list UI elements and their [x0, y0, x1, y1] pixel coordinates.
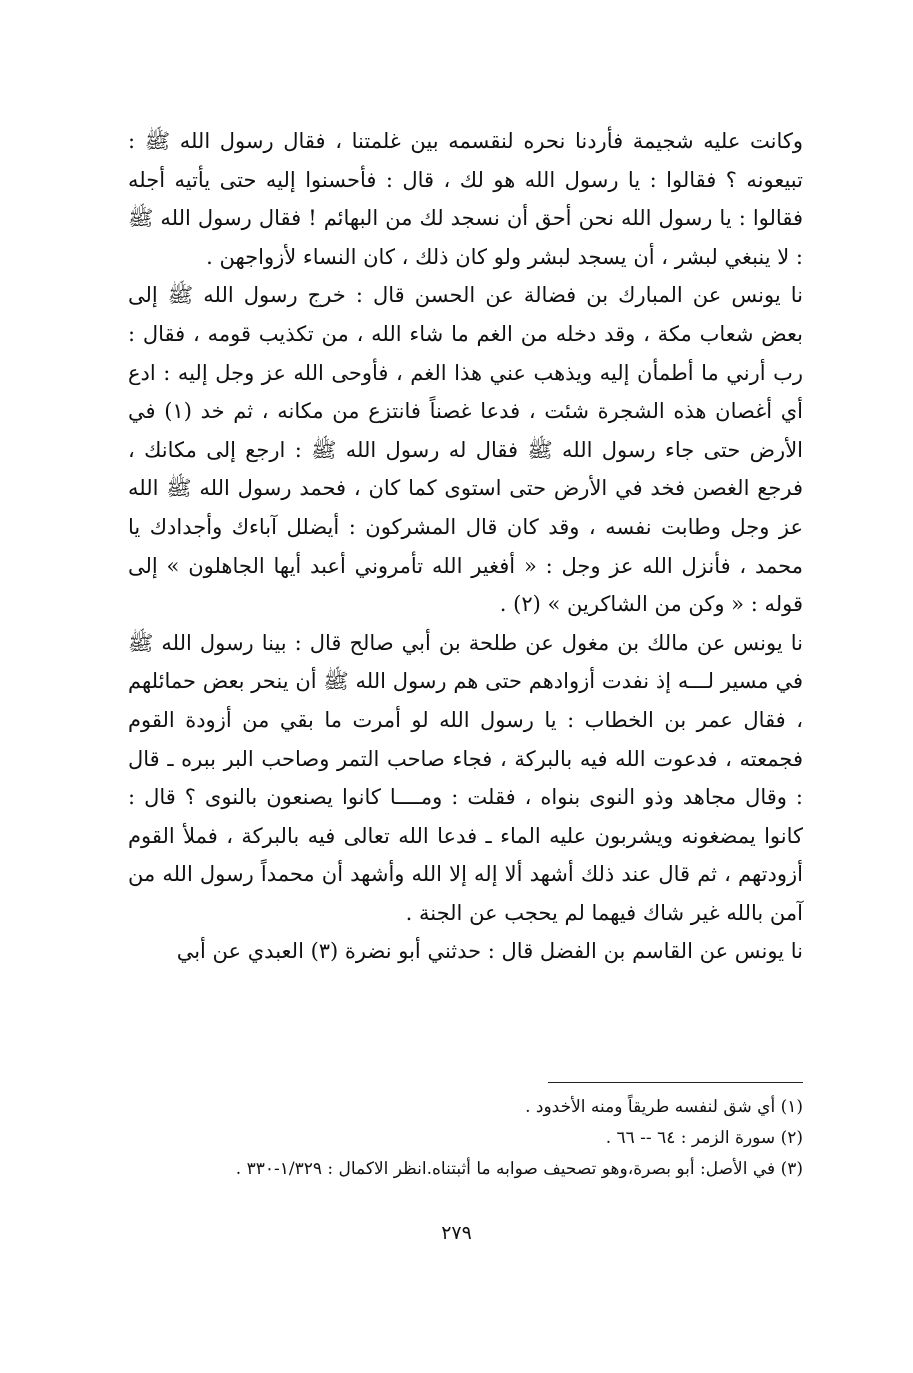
paragraph-3: نا يونس عن مالك بن مغول عن طلحة بن أبي صالح قال : بينا رسول الله ﷺ في مسير لـــه إذ نفدت أزوادهم حتى هم رسول الله ﷺ أن ينحر بعض حمائلهم ، فقال عمر بن الخطاب : يا رسول الله لو أمرت ما بقي من أزودة القوم فجمعته ، فدعوت الله فيه بالبركة ، فجاء صاحب التمر وصاحب البر ببره ـ قال : وقال مجاهد وذو النوى بنواه ، فقلت : ومــــا كانوا يصنعون بالنوى ؟ قال : كانوا يمضغونه ويشربون عليه الماء ـ فدعا الله تعالى فيه بالبركة ، فملأ القوم أزودتهم ، ثم قال عند ذلك أشهد ألا إله إلا الله وأشهد أن محمداً رسول الله من آمن بالله غير شاك فيهما لم يحجب عن الجنة .	[128, 630, 803, 925]
footnotes	[128, 1092, 803, 1185]
paragraph-2: نا يونس عن المبارك بن فضالة عن الحسن قال : خرج رسول الله ﷺ إلى بعض شعاب مكة ، وقد دخله من الغم ما شاء الله ، من تكذيب قومه ، فقال : رب أرني ما أطمأن إليه ويذهب عني هذا الغم ، فأوحى الله عز وجل إليه : ادع أي أغصان هذه الشجرة شئت ، فدعا غصناً فانتزع من مكانه ، ثم خد (١) في الأرض حتى جاء رسول الله ﷺ فقال له رسول الله ﷺ : ارجع إلى مكانك ، فرجع الغصن فخد في الأرض حتى استوى كما كان ، فحمد رسول الله ﷺ الله عز وجل وطابت نفسه ، وقد كان قال المشركون : أيضلل آباءك وأجدادك يا محمد ، فأنزل الله عز وجل : « أفغير الله تأمروني أعبد أيها الجاهلون » إلى قوله : « وكن من الشاكرين » (٢) .	[128, 283, 803, 617]
paragraph-4: نا يونس عن القاسم بن الفضل قال : حدثني أبو نضرة (٣) العبدي عن أبي	[176, 939, 803, 964]
footnote-1: (١) أي شق لنفسه طريقاً ومنه الأخدود .	[525, 1097, 803, 1117]
paragraph-1: وكانت عليه شجيمة فأردنا نحره لنقسمه بين غلمتنا ، فقال رسول الله ﷺ : تبيعونه ؟ فقالوا : يا رسول الله هو لك ، قال : فأحسنوا إليه حتى يأتيه أجله فقالوا : يا رسول الله نحن أحق أن نسجد لك من البهائم ! فقال رسول الله ﷺ : لا ينبغي لبشر ، أن يسجد لبشر ولو كان ذلك ، كان النساء لأزواجهن .	[128, 129, 803, 269]
footnote-divider	[548, 1082, 803, 1083]
footnote-3: (٣) في الأصل: أبو بصرة،وهو تصحيف صوابه ما أثبتناه.انظر الاكمال : ١/٣٢٩-٣٣٠ .	[235, 1159, 803, 1179]
footnote-2: (٢) سورة الزمر : ٦٤ -- ٦٦ .	[605, 1128, 803, 1148]
main-text	[128, 122, 803, 971]
page-number: ٢٧٩	[441, 1222, 472, 1244]
